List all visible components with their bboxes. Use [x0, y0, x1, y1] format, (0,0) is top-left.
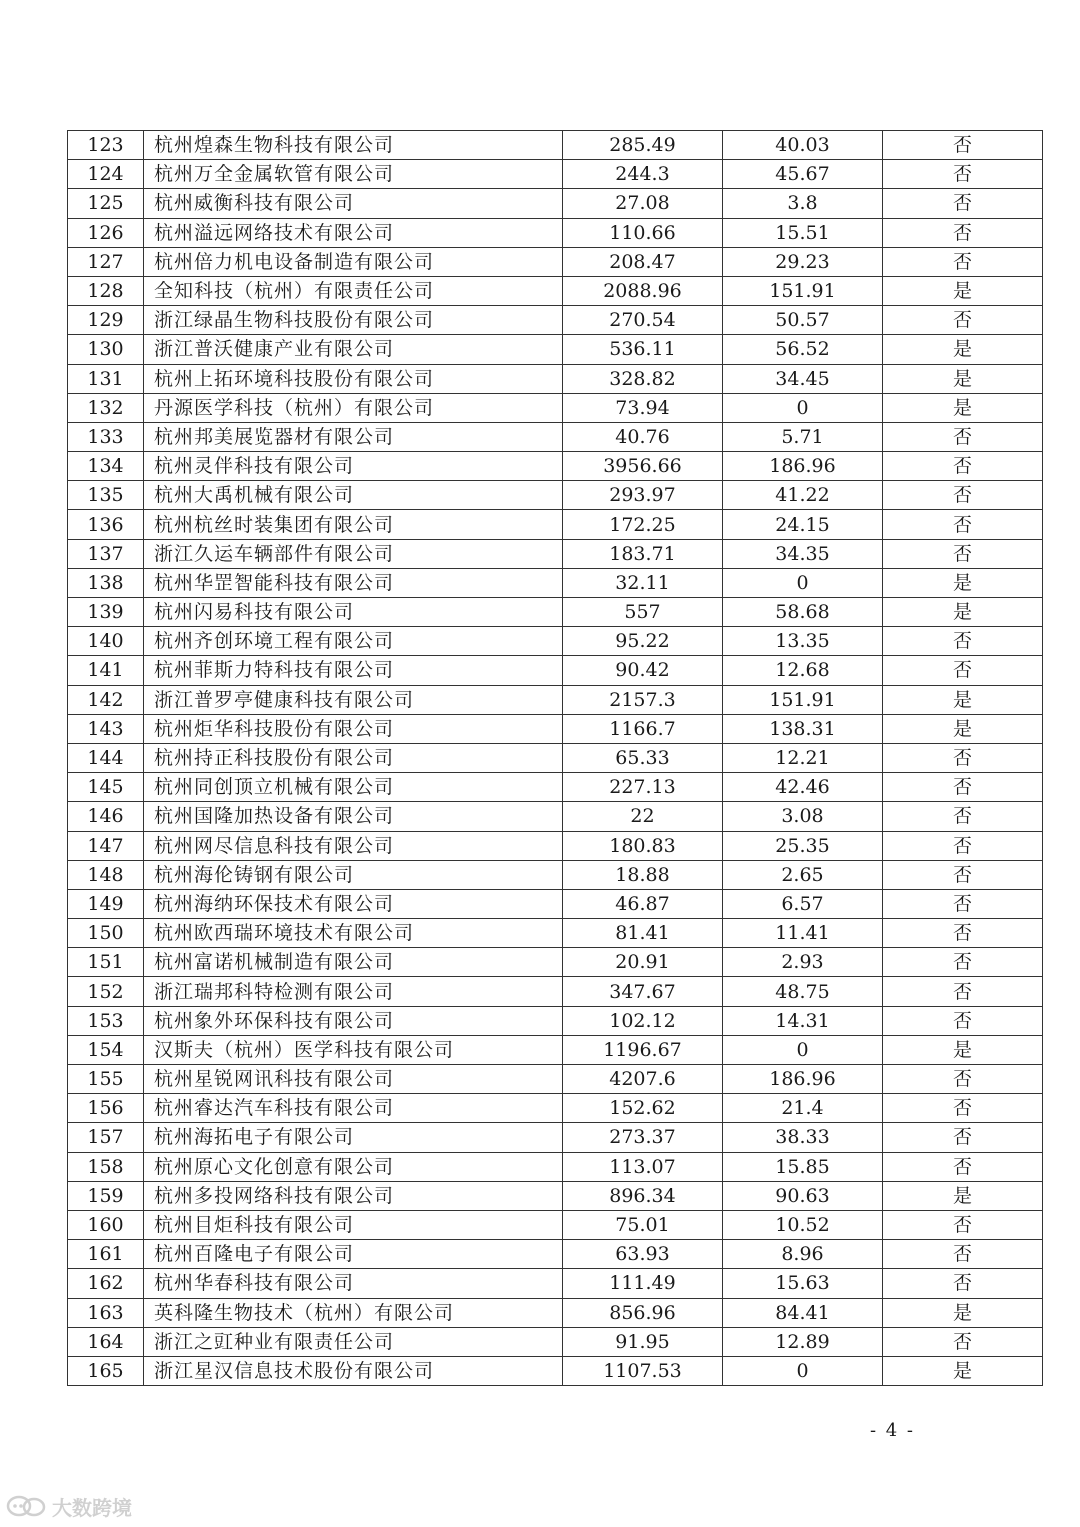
value-2: 15.85 — [723, 1152, 883, 1181]
table-row — [68, 422, 1043, 451]
company-name: 杭州原心文化创意有限公司 — [144, 1152, 563, 1181]
company-name: 杭州富诺机械制造有限公司 — [144, 948, 563, 977]
value-1: 111.49 — [563, 1269, 723, 1298]
value-2: 29.23 — [723, 247, 883, 276]
watermark-text: 大数跨境 — [52, 1496, 132, 1520]
row-number: 129 — [68, 306, 144, 335]
row-number: 127 — [68, 247, 144, 276]
table-row — [68, 919, 1043, 948]
table-row — [68, 1210, 1043, 1239]
row-number: 148 — [68, 860, 144, 889]
value-1: 75.01 — [563, 1210, 723, 1239]
value-1: 91.95 — [563, 1327, 723, 1356]
row-number: 152 — [68, 977, 144, 1006]
table-row — [68, 481, 1043, 510]
value-1: 2088.96 — [563, 276, 723, 305]
table-row — [68, 1065, 1043, 1094]
table-row — [68, 831, 1043, 860]
row-number: 156 — [68, 1094, 144, 1123]
value-2: 50.57 — [723, 306, 883, 335]
row-number: 143 — [68, 714, 144, 743]
flag-cell: 是 — [883, 1181, 1043, 1210]
value-2: 38.33 — [723, 1123, 883, 1152]
company-name: 浙江瑞邦科特检测有限公司 — [144, 977, 563, 1006]
company-name: 杭州菲斯力特科技有限公司 — [144, 656, 563, 685]
company-name: 杭州闪易科技有限公司 — [144, 598, 563, 627]
table-row — [68, 860, 1043, 889]
value-2: 12.21 — [723, 743, 883, 772]
flag-cell: 否 — [883, 1269, 1043, 1298]
row-number: 123 — [68, 131, 144, 160]
row-number: 134 — [68, 452, 144, 481]
company-name: 浙江绿晶生物科技股份有限公司 — [144, 306, 563, 335]
flag-cell: 否 — [883, 1123, 1043, 1152]
flag-cell: 是 — [883, 276, 1043, 305]
table-row — [68, 656, 1043, 685]
company-name: 浙江久运车辆部件有限公司 — [144, 539, 563, 568]
company-name: 杭州邦美展览器材有限公司 — [144, 422, 563, 451]
flag-cell: 否 — [883, 160, 1043, 189]
company-name: 杭州灵伴科技有限公司 — [144, 452, 563, 481]
company-name: 杭州海纳环保技术有限公司 — [144, 889, 563, 918]
value-2: 34.45 — [723, 364, 883, 393]
row-number: 155 — [68, 1065, 144, 1094]
flag-cell: 是 — [883, 568, 1043, 597]
row-number: 126 — [68, 218, 144, 247]
value-1: 856.96 — [563, 1298, 723, 1327]
company-name: 浙江星汉信息技术股份有限公司 — [144, 1356, 563, 1385]
flag-cell: 是 — [883, 364, 1043, 393]
row-number: 157 — [68, 1123, 144, 1152]
row-number: 165 — [68, 1356, 144, 1385]
row-number: 150 — [68, 919, 144, 948]
row-number: 132 — [68, 393, 144, 422]
row-number: 147 — [68, 831, 144, 860]
flag-cell: 是 — [883, 335, 1043, 364]
company-name: 汉斯夫（杭州）医学科技有限公司 — [144, 1035, 563, 1064]
flag-cell: 否 — [883, 1065, 1043, 1094]
flag-cell: 否 — [883, 1327, 1043, 1356]
company-name: 杭州溢远网络技术有限公司 — [144, 218, 563, 247]
flag-cell: 是 — [883, 598, 1043, 627]
company-name: 杭州上拓环境科技股份有限公司 — [144, 364, 563, 393]
flag-cell: 否 — [883, 452, 1043, 481]
table-row — [68, 743, 1043, 772]
flag-cell: 否 — [883, 131, 1043, 160]
value-2: 21.4 — [723, 1094, 883, 1123]
company-name: 杭州齐创环境工程有限公司 — [144, 627, 563, 656]
flag-cell: 否 — [883, 189, 1043, 218]
company-name: 浙江之豇种业有限责任公司 — [144, 1327, 563, 1356]
company-name: 杭州目炬科技有限公司 — [144, 1210, 563, 1239]
flag-cell: 是 — [883, 714, 1043, 743]
value-2: 34.35 — [723, 539, 883, 568]
value-1: 557 — [563, 598, 723, 627]
value-2: 3.8 — [723, 189, 883, 218]
value-2: 90.63 — [723, 1181, 883, 1210]
row-number: 135 — [68, 481, 144, 510]
table-row — [68, 977, 1043, 1006]
row-number: 144 — [68, 743, 144, 772]
company-name: 全知科技（杭州）有限责任公司 — [144, 276, 563, 305]
value-2: 45.67 — [723, 160, 883, 189]
flag-cell: 否 — [883, 422, 1043, 451]
company-name: 杭州海伦铸钢有限公司 — [144, 860, 563, 889]
value-1: 102.12 — [563, 1006, 723, 1035]
value-1: 152.62 — [563, 1094, 723, 1123]
row-number: 142 — [68, 685, 144, 714]
table-row — [68, 598, 1043, 627]
value-2: 5.71 — [723, 422, 883, 451]
value-2: 2.65 — [723, 860, 883, 889]
value-1: 293.97 — [563, 481, 723, 510]
row-number: 158 — [68, 1152, 144, 1181]
flag-cell: 否 — [883, 1006, 1043, 1035]
flag-cell: 是 — [883, 685, 1043, 714]
table-row — [68, 276, 1043, 305]
value-2: 12.89 — [723, 1327, 883, 1356]
table-row — [68, 1123, 1043, 1152]
company-name: 杭州炬华科技股份有限公司 — [144, 714, 563, 743]
table-row — [68, 364, 1043, 393]
value-1: 244.3 — [563, 160, 723, 189]
table-row — [68, 131, 1043, 160]
value-2: 40.03 — [723, 131, 883, 160]
table-row — [68, 335, 1043, 364]
company-name: 杭州海拓电子有限公司 — [144, 1123, 563, 1152]
value-1: 81.41 — [563, 919, 723, 948]
value-2: 6.57 — [723, 889, 883, 918]
flag-cell: 否 — [883, 1152, 1043, 1181]
table-row — [68, 218, 1043, 247]
value-2: 186.96 — [723, 1065, 883, 1094]
row-number: 138 — [68, 568, 144, 597]
value-2: 14.31 — [723, 1006, 883, 1035]
watermark — [6, 1492, 132, 1521]
row-number: 164 — [68, 1327, 144, 1356]
flag-cell: 是 — [883, 1356, 1043, 1385]
page-number: - 4 - — [869, 1420, 915, 1441]
value-2: 151.91 — [723, 276, 883, 305]
company-name: 丹源医学科技（杭州）有限公司 — [144, 393, 563, 422]
value-1: 270.54 — [563, 306, 723, 335]
company-name: 杭州煌森生物科技有限公司 — [144, 131, 563, 160]
value-1: 227.13 — [563, 773, 723, 802]
table-row — [68, 306, 1043, 335]
value-1: 1107.53 — [563, 1356, 723, 1385]
flag-cell: 否 — [883, 773, 1043, 802]
value-2: 42.46 — [723, 773, 883, 802]
company-table — [67, 130, 1043, 1386]
company-name: 杭州大禹机械有限公司 — [144, 481, 563, 510]
table-row — [68, 773, 1043, 802]
company-name: 杭州象外环保科技有限公司 — [144, 1006, 563, 1035]
value-1: 1196.67 — [563, 1035, 723, 1064]
company-name: 杭州倍力机电设备制造有限公司 — [144, 247, 563, 276]
table-row — [68, 1181, 1043, 1210]
row-number: 131 — [68, 364, 144, 393]
value-2: 2.93 — [723, 948, 883, 977]
flag-cell: 否 — [883, 977, 1043, 1006]
value-1: 95.22 — [563, 627, 723, 656]
value-2: 25.35 — [723, 831, 883, 860]
value-2: 15.63 — [723, 1269, 883, 1298]
table-row — [68, 714, 1043, 743]
flag-cell: 否 — [883, 247, 1043, 276]
row-number: 128 — [68, 276, 144, 305]
value-1: 183.71 — [563, 539, 723, 568]
table-body — [68, 131, 1043, 1386]
value-1: 896.34 — [563, 1181, 723, 1210]
flag-cell: 是 — [883, 393, 1043, 422]
table-row — [68, 510, 1043, 539]
value-2: 12.68 — [723, 656, 883, 685]
table-row — [68, 1035, 1043, 1064]
flag-cell: 否 — [883, 889, 1043, 918]
table-row — [68, 393, 1043, 422]
company-name: 杭州同创顶立机械有限公司 — [144, 773, 563, 802]
value-2: 0 — [723, 1356, 883, 1385]
company-name: 杭州华春科技有限公司 — [144, 1269, 563, 1298]
value-1: 328.82 — [563, 364, 723, 393]
table-row — [68, 1240, 1043, 1269]
row-number: 153 — [68, 1006, 144, 1035]
value-2: 41.22 — [723, 481, 883, 510]
value-2: 186.96 — [723, 452, 883, 481]
row-number: 151 — [68, 948, 144, 977]
row-number: 137 — [68, 539, 144, 568]
value-2: 11.41 — [723, 919, 883, 948]
table-row — [68, 452, 1043, 481]
row-number: 146 — [68, 802, 144, 831]
flag-cell: 否 — [883, 510, 1043, 539]
value-2: 13.35 — [723, 627, 883, 656]
company-name: 浙江普沃健康产业有限公司 — [144, 335, 563, 364]
value-2: 8.96 — [723, 1240, 883, 1269]
table-row — [68, 889, 1043, 918]
company-name: 杭州威衡科技有限公司 — [144, 189, 563, 218]
row-number: 163 — [68, 1298, 144, 1327]
table-row — [68, 160, 1043, 189]
flag-cell: 否 — [883, 743, 1043, 772]
row-number: 136 — [68, 510, 144, 539]
value-1: 18.88 — [563, 860, 723, 889]
value-2: 48.75 — [723, 977, 883, 1006]
table-row — [68, 948, 1043, 977]
flag-cell: 否 — [883, 656, 1043, 685]
table-row — [68, 1298, 1043, 1327]
value-1: 3956.66 — [563, 452, 723, 481]
row-number: 159 — [68, 1181, 144, 1210]
flag-cell: 否 — [883, 481, 1043, 510]
value-1: 110.66 — [563, 218, 723, 247]
flag-cell: 是 — [883, 1035, 1043, 1064]
row-number: 130 — [68, 335, 144, 364]
flag-cell: 否 — [883, 1240, 1043, 1269]
company-name: 杭州持正科技股份有限公司 — [144, 743, 563, 772]
value-2: 56.52 — [723, 335, 883, 364]
value-2: 0 — [723, 568, 883, 597]
table-row — [68, 1269, 1043, 1298]
flag-cell: 否 — [883, 539, 1043, 568]
company-name: 杭州百隆电子有限公司 — [144, 1240, 563, 1269]
flag-cell: 否 — [883, 948, 1043, 977]
value-2: 0 — [723, 393, 883, 422]
company-name: 杭州国隆加热设备有限公司 — [144, 802, 563, 831]
value-1: 2157.3 — [563, 685, 723, 714]
row-number: 133 — [68, 422, 144, 451]
company-name: 英科隆生物技术（杭州）有限公司 — [144, 1298, 563, 1327]
row-number: 145 — [68, 773, 144, 802]
table-row — [68, 568, 1043, 597]
flag-cell: 否 — [883, 306, 1043, 335]
value-1: 347.67 — [563, 977, 723, 1006]
table-row — [68, 1327, 1043, 1356]
flag-cell: 否 — [883, 831, 1043, 860]
value-1: 32.11 — [563, 568, 723, 597]
value-1: 285.49 — [563, 131, 723, 160]
company-name: 杭州网尽信息科技有限公司 — [144, 831, 563, 860]
value-1: 63.93 — [563, 1240, 723, 1269]
value-1: 4207.6 — [563, 1065, 723, 1094]
company-name: 杭州睿达汽车科技有限公司 — [144, 1094, 563, 1123]
table-row — [68, 1094, 1043, 1123]
value-1: 46.87 — [563, 889, 723, 918]
value-1: 20.91 — [563, 948, 723, 977]
flag-cell: 否 — [883, 218, 1043, 247]
value-1: 180.83 — [563, 831, 723, 860]
table-row — [68, 627, 1043, 656]
company-name: 杭州万全金属软管有限公司 — [144, 160, 563, 189]
table-row — [68, 1152, 1043, 1181]
value-1: 273.37 — [563, 1123, 723, 1152]
row-number: 161 — [68, 1240, 144, 1269]
row-number: 162 — [68, 1269, 144, 1298]
value-2: 3.08 — [723, 802, 883, 831]
row-number: 139 — [68, 598, 144, 627]
value-2: 151.91 — [723, 685, 883, 714]
flag-cell: 否 — [883, 802, 1043, 831]
flag-cell: 否 — [883, 919, 1043, 948]
row-number: 154 — [68, 1035, 144, 1064]
row-number: 125 — [68, 189, 144, 218]
table-row — [68, 1356, 1043, 1385]
value-2: 84.41 — [723, 1298, 883, 1327]
row-number: 141 — [68, 656, 144, 685]
value-1: 22 — [563, 802, 723, 831]
table-row — [68, 189, 1043, 218]
value-1: 27.08 — [563, 189, 723, 218]
company-name: 杭州华罡智能科技有限公司 — [144, 568, 563, 597]
value-1: 172.25 — [563, 510, 723, 539]
value-2: 0 — [723, 1035, 883, 1064]
row-number: 149 — [68, 889, 144, 918]
table-row — [68, 539, 1043, 568]
row-number: 140 — [68, 627, 144, 656]
table-row — [68, 685, 1043, 714]
value-2: 138.31 — [723, 714, 883, 743]
table-row — [68, 247, 1043, 276]
value-1: 90.42 — [563, 656, 723, 685]
value-1: 113.07 — [563, 1152, 723, 1181]
flag-cell: 否 — [883, 1094, 1043, 1123]
table-row — [68, 802, 1043, 831]
company-name: 杭州多投网络科技有限公司 — [144, 1181, 563, 1210]
company-name: 杭州星锐网讯科技有限公司 — [144, 1065, 563, 1094]
value-1: 65.33 — [563, 743, 723, 772]
value-2: 58.68 — [723, 598, 883, 627]
value-2: 24.15 — [723, 510, 883, 539]
value-1: 208.47 — [563, 247, 723, 276]
table-row — [68, 1006, 1043, 1035]
value-1: 536.11 — [563, 335, 723, 364]
value-1: 1166.7 — [563, 714, 723, 743]
row-number: 160 — [68, 1210, 144, 1239]
company-name: 浙江普罗亭健康科技有限公司 — [144, 685, 563, 714]
value-1: 40.76 — [563, 422, 723, 451]
row-number: 124 — [68, 160, 144, 189]
chat-bubble-logo-icon — [6, 1494, 48, 1520]
flag-cell: 否 — [883, 860, 1043, 889]
company-name: 杭州欧西瑞环境技术有限公司 — [144, 919, 563, 948]
company-name: 杭州杭丝时装集团有限公司 — [144, 510, 563, 539]
flag-cell: 否 — [883, 627, 1043, 656]
flag-cell: 是 — [883, 1298, 1043, 1327]
value-2: 10.52 — [723, 1210, 883, 1239]
value-1: 73.94 — [563, 393, 723, 422]
flag-cell: 否 — [883, 1210, 1043, 1239]
value-2: 15.51 — [723, 218, 883, 247]
